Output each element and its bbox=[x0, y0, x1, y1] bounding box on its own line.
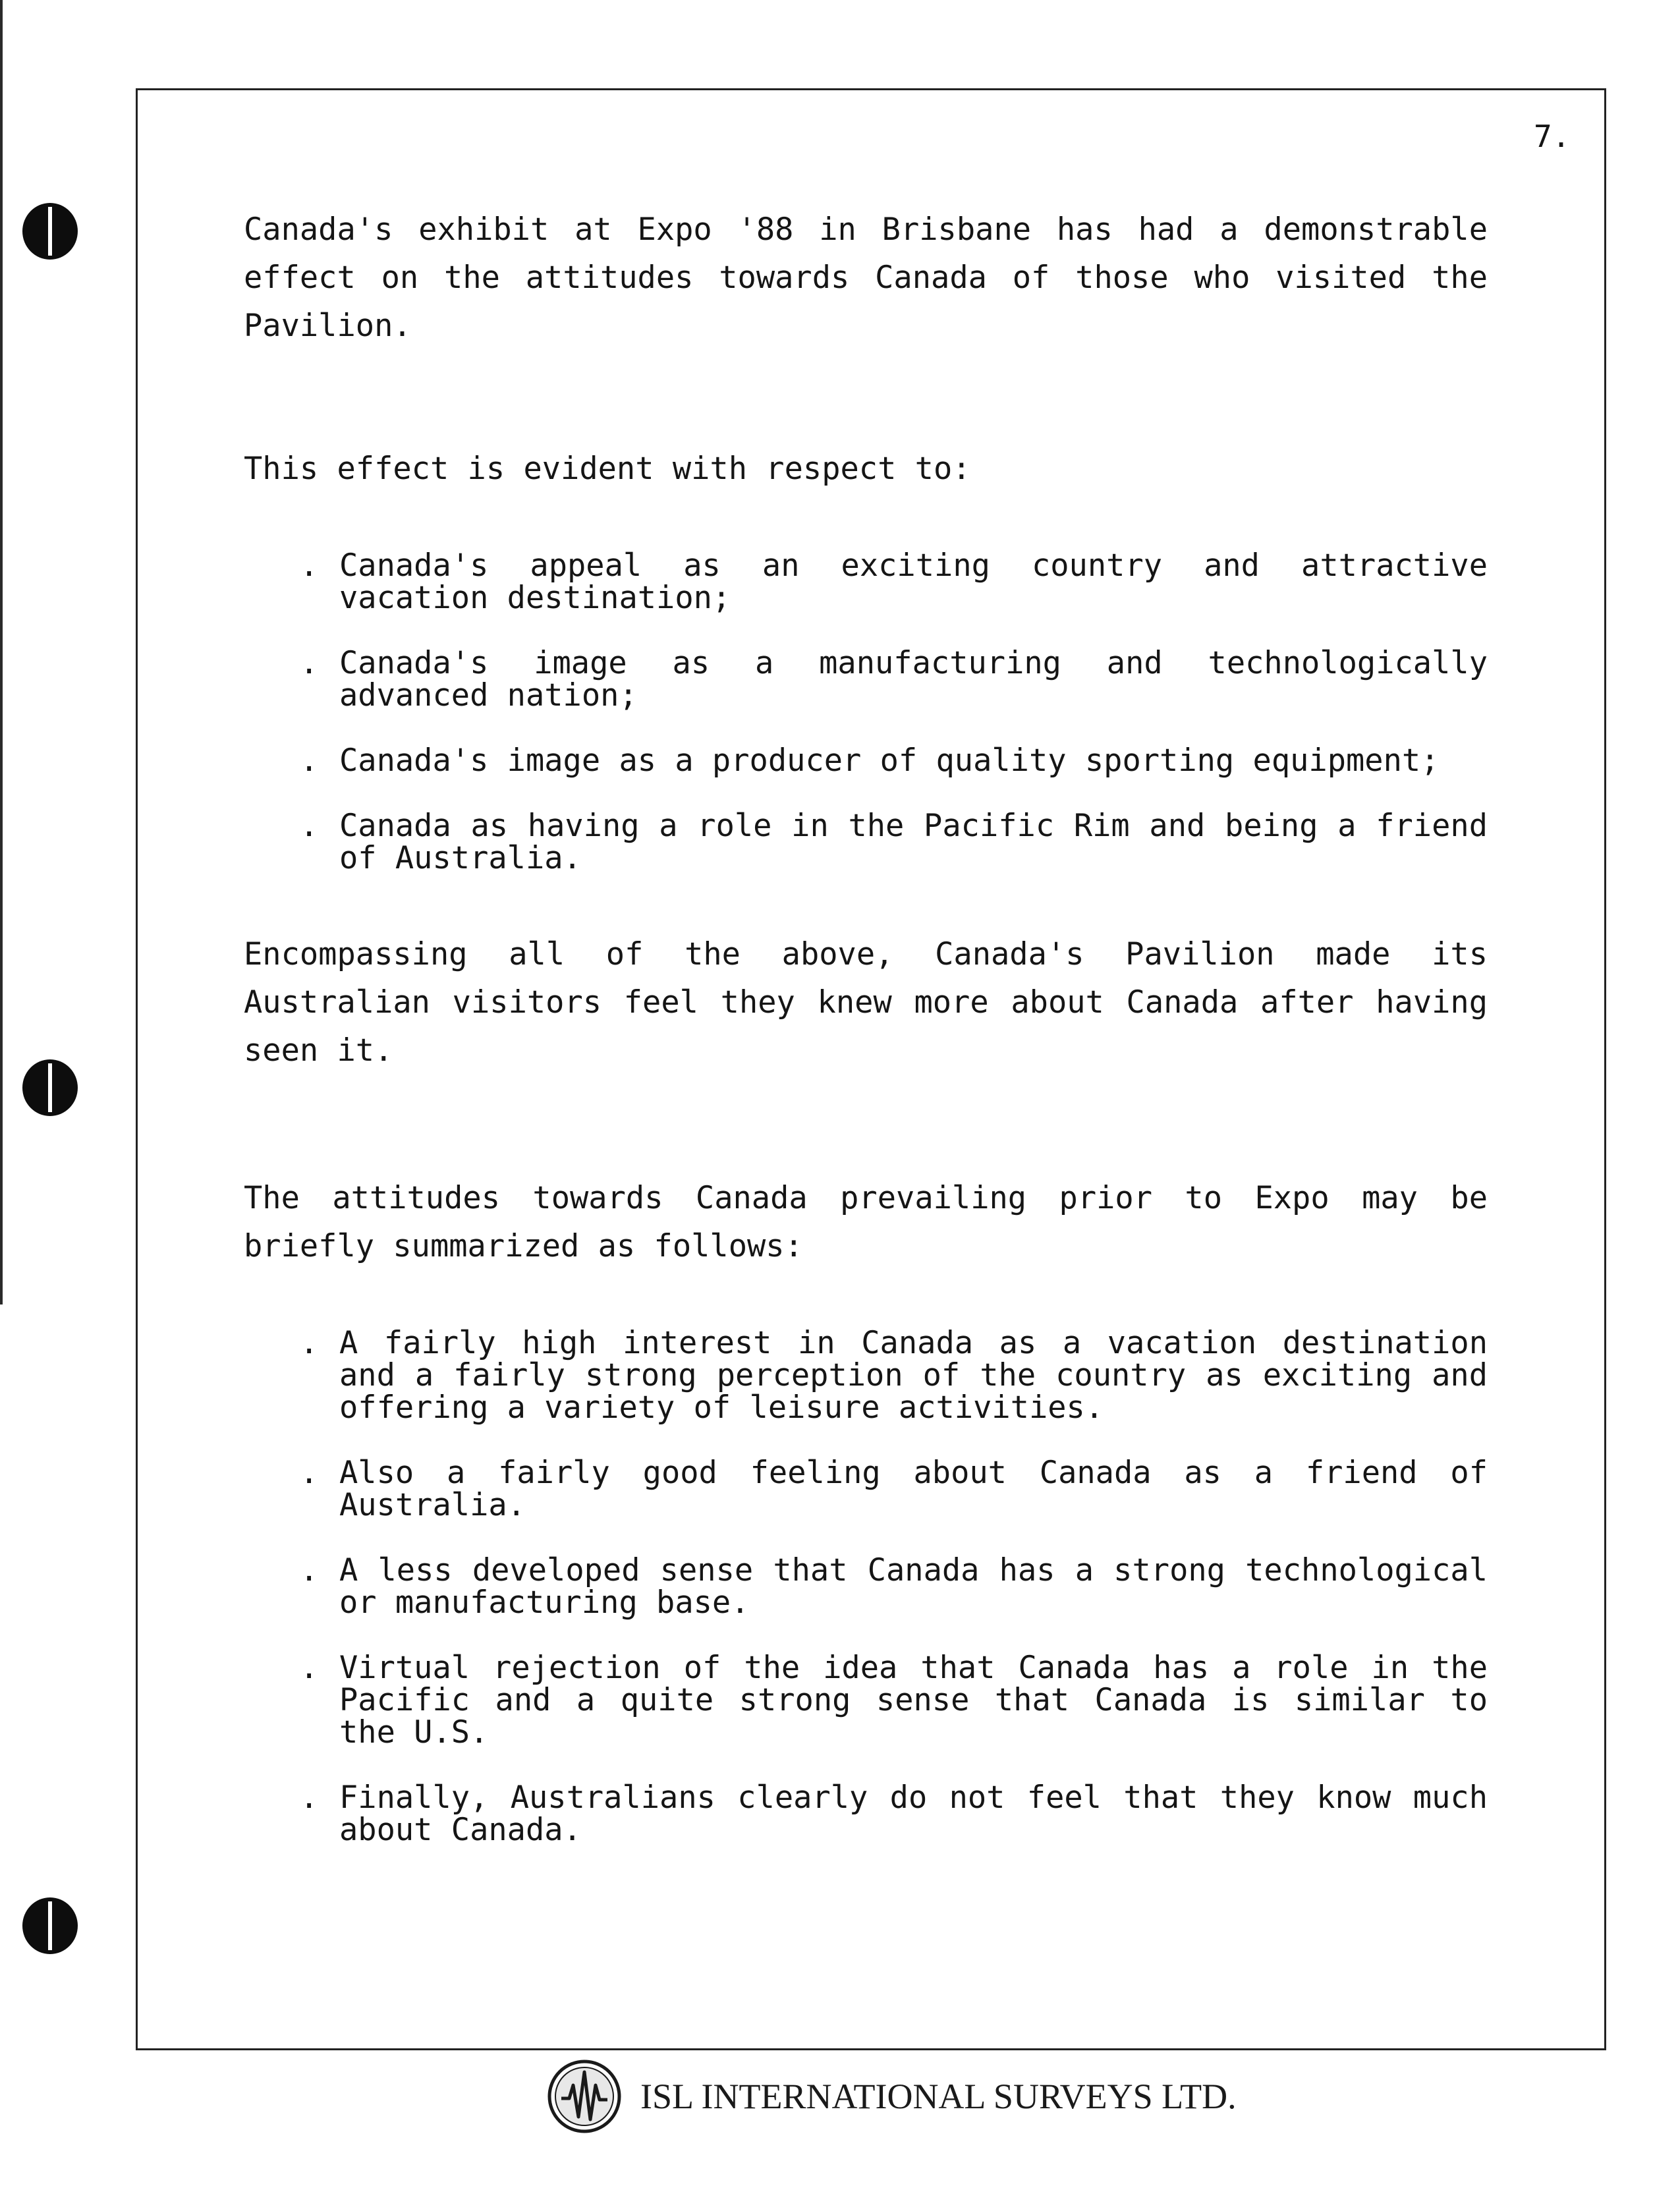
bullet-marker: . bbox=[300, 808, 319, 844]
summary-paragraph: Encompassing all of the above, Canada's Pavilion made its Australian visitors feel they knew more about Canada after having seen it. bbox=[244, 936, 1488, 1069]
list-item-text: A fairly high interest in Canada as a vacation destination and a fairly strong perception of the country as exciting and offering a variety of leisure activities. bbox=[339, 1325, 1488, 1426]
company-footer bbox=[547, 2057, 1237, 2136]
company-name: ISL INTERNATIONAL SURVEYS LTD. bbox=[640, 2077, 1237, 2116]
list-item bbox=[300, 1457, 1488, 1521]
list-item bbox=[300, 1781, 1488, 1846]
list-item-text: Also a fairly good feeling about Canada as a friend of Australia. bbox=[339, 1455, 1488, 1523]
effect-lead-paragraph: This effect is evident with respect to: bbox=[244, 451, 971, 487]
bullet-marker: . bbox=[300, 743, 319, 779]
list-item-text: Canada as having a role in the Pacific Rim and being a friend of Australia. bbox=[339, 808, 1488, 876]
bullet-marker: . bbox=[300, 1455, 319, 1491]
effect-bullet-list bbox=[300, 549, 1488, 907]
prior-bullet-list bbox=[300, 1327, 1488, 1879]
list-item bbox=[300, 744, 1488, 777]
prior-lead-paragraph: The attitudes towards Canada prevailing prior to Expo may be briefly summarized as follows: bbox=[244, 1180, 1488, 1264]
list-item bbox=[300, 549, 1488, 614]
bullet-marker: . bbox=[300, 1780, 319, 1816]
bullet-marker: . bbox=[300, 1325, 319, 1361]
bullet-marker: . bbox=[300, 547, 319, 584]
punch-hole-icon bbox=[22, 1059, 78, 1116]
list-item bbox=[300, 810, 1488, 874]
list-item-text: Canada's appeal as an exciting country and attractive vacation destination; bbox=[339, 547, 1488, 616]
bullet-marker: . bbox=[300, 645, 319, 681]
bullet-marker: . bbox=[300, 1650, 319, 1686]
list-item-text: Canada's image as a producer of quality sporting equipment; bbox=[339, 743, 1440, 779]
bullet-marker: . bbox=[300, 1552, 319, 1588]
isl-logo-icon bbox=[547, 2059, 622, 2134]
punch-hole-icon bbox=[22, 203, 78, 260]
list-item bbox=[300, 1652, 1488, 1749]
intro-paragraph: Canada's exhibit at Expo '88 in Brisbane has had a demonstrable effect on the attitudes towards Canada of those who visited the Pavilion. bbox=[244, 211, 1488, 344]
list-item bbox=[300, 1554, 1488, 1619]
list-item-text: Finally, Australians clearly do not feel that they know much about Canada. bbox=[339, 1780, 1488, 1848]
list-item-text: A less developed sense that Canada has a strong technological or manufacturing base. bbox=[339, 1552, 1488, 1621]
scan-left-edge bbox=[0, 0, 3, 1304]
list-item-text: Canada's image as a manufacturing and technologically advanced nation; bbox=[339, 645, 1488, 714]
punch-hole-icon bbox=[22, 1897, 78, 1954]
page-number: 7. bbox=[1534, 119, 1571, 154]
list-item bbox=[300, 1327, 1488, 1424]
list-item-text: Virtual rejection of the idea that Canada has a role in the Pacific and a quite strong sense that Canada is similar to the U.S. bbox=[339, 1650, 1488, 1751]
list-item bbox=[300, 647, 1488, 712]
